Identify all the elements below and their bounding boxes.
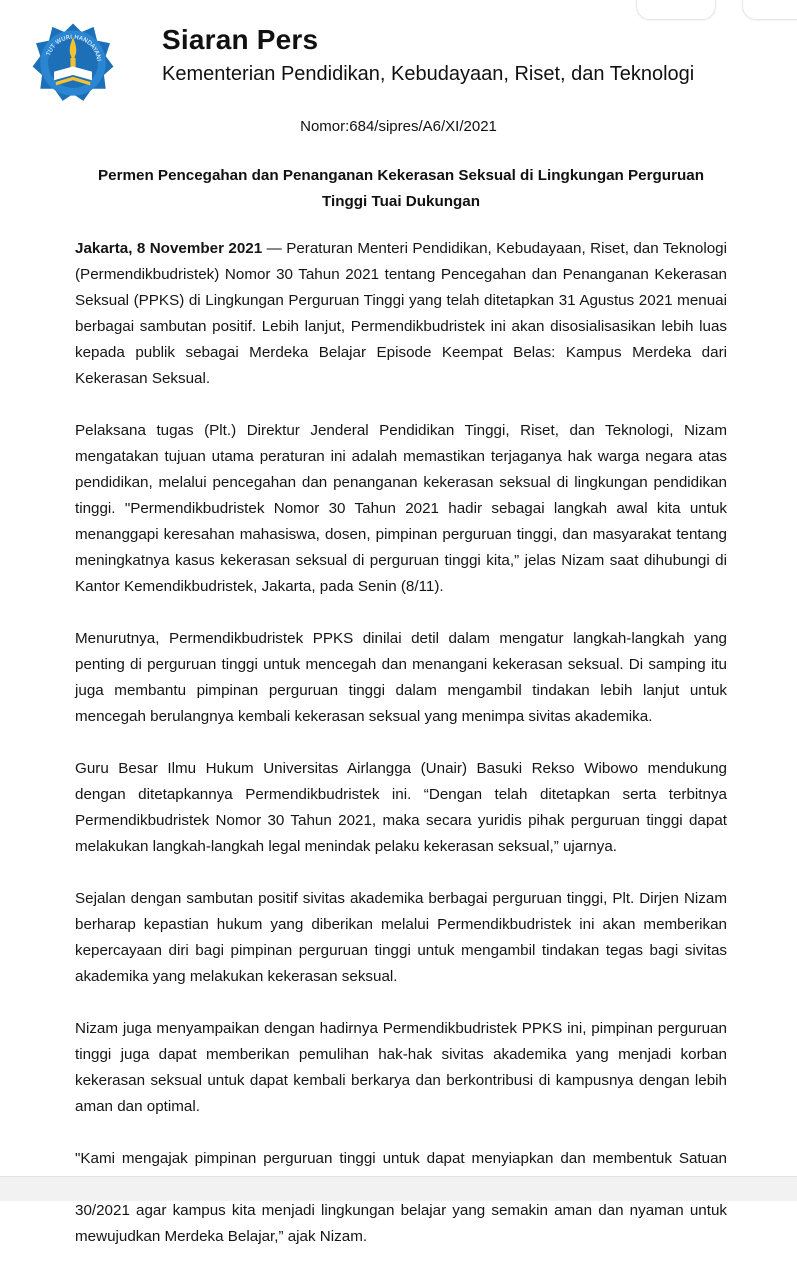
paragraph-1 — [75, 236, 727, 392]
overlay-button-right[interactable] — [742, 0, 797, 20]
dateline: Jakarta, 8 November 2021 — [75, 240, 263, 257]
paragraph-1-text: — Peraturan Menteri Pendidikan, Kebudayaan, Riset, dan Teknologi (Permendikbudristek) Nomor 30 Tahun 2021 tentang Pencegahan dan Penanganan Kekerasan Seksual (PPKS) di Lingkungan Perguruan Tinggi yang telah ditetapkan 31 Agustus 2021 menuai berbagai sambutan positif. Lebih lanjut, Permendikbudristek ini akan disosialisasikan lebih luas kepada publik sebagai Merdeka Belajar Episode Keempat Belas: Kampus Merdeka dari Kekerasan Seksual. — [75, 240, 727, 387]
paragraph-7: "Kami mengajak pimpinan perguruan tinggi untuk dapat menyiapkan dan membentuk Satuan 30/2021 agar kampus kita menjadi lingkungan belajar yang semakin aman dan nyaman untuk mewujudkan Merdeka Belajar,” ajak Nizam. — [75, 1150, 727, 1245]
kemendikbud-logo-icon — [30, 20, 116, 106]
paragraph-6: Nizam juga menyampaikan dengan hadirnya Permendikbudristek PPKS ini, pimpinan perguruan tinggi juga dapat memberikan pemulihan hak-hak sivitas akademika yang menjadi korban kekerasan seksual untuk dapat kembali berkarya dan berkontribusi di kampusnya dengan lebih aman dan optimal. — [75, 1020, 727, 1115]
headline: Permen Pencegahan dan Penanganan Kekerasan Seksual di Lingkungan Perguruan Tinggi Tuai Dukungan — [98, 167, 704, 210]
paragraph-5: Sejalan dengan sambutan positif sivitas akademika berbagai perguruan tinggi, Plt. Dirjen Nizam berharap kepastian hukum yang diberikan melalui Permendikbudristek ini akan memberikan kepercayaan diri bagi pimpinan perguruan tinggi untuk mengambil tindakan tegas bagi sivitas akademika yang melakukan kekerasan seksual. — [75, 890, 727, 985]
bottom-bar — [0, 1176, 797, 1201]
ministry-name: Kementerian Pendidikan, Kebudayaan, Riset, dan Teknologi — [162, 63, 695, 85]
paragraph-2: Pelaksana tugas (Plt.) Direktur Jenderal Pendidikan Tinggi, Riset, dan Teknologi, Nizam mengatakan tujuan utama peraturan ini adalah memastikan terjaganya hak warga negara atas pendidikan, melalui pencegahan dan penanganan kekerasan seksual di lingkungan pendidikan tinggi. "Permendikbudristek Nomor 30 Tahun 2021 hadir sebagai langkah awal kita untuk menanggapi keresahan mahasiswa, dosen, pimpinan perguruan tinggi, dan masyarakat tentang meningkatnya kasus kekerasan seksual di perguruan tinggi kita,” jelas Nizam saat dihubungi di Kantor Kemendikbudristek, Jakarta, pada Senin (8/11). — [75, 422, 727, 595]
release-number: Nomor:684/sipres/A6/XI/2021 — [300, 118, 497, 135]
page-title: Siaran Pers — [162, 24, 319, 55]
article-body — [75, 236, 727, 1276]
overlay-button-left[interactable] — [636, 0, 716, 20]
svg-text:TUT WURI HANDAYANI: TUT WURI HANDAYANI — [45, 33, 103, 62]
paragraph-3: Menurutnya, Permendikbudristek PPKS dinilai detil dalam mengatur langkah-langkah yang penting di perguruan tinggi untuk mencegah dan menangani kekerasan seksual. Di samping itu juga membantu pimpinan perguruan tinggi dalam mengambil tindakan lebih lanjut untuk mencegah berulangnya kembali kekerasan seksual yang menimpa sivitas akademika. — [75, 630, 727, 725]
paragraph-4: Guru Besar Ilmu Hukum Universitas Airlangga (Unair) Basuki Rekso Wibowo mendukung dengan ditetapkannya Permendikbudristek ini. “Dengan telah ditetapkan serta terbitnya Permendikbudristek Nomor 30 Tahun 2021, maka secara yuridis pihak perguruan tinggi dapat melakukan langkah-langkah legal menindak pelaku kekerasan seksual,” ujarnya. — [75, 760, 727, 855]
